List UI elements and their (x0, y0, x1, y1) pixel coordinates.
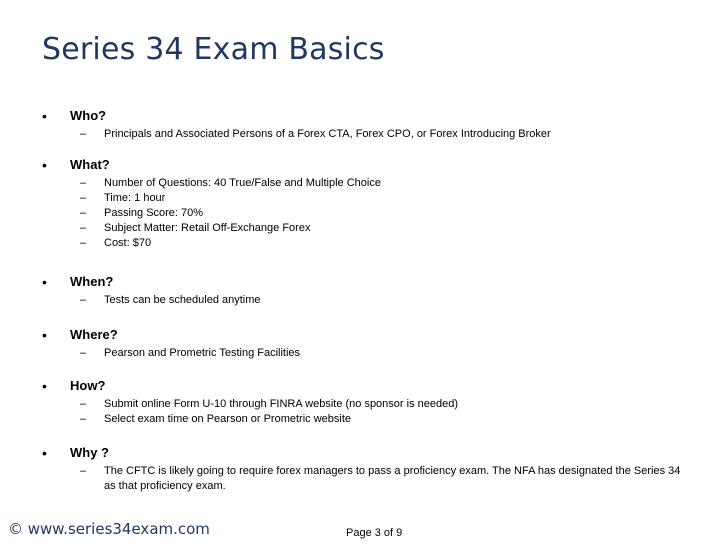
section-why (42, 444, 692, 494)
section-label: How? (70, 378, 106, 393)
list-item: – Select exam time on Pearson or Prometric website (80, 413, 351, 425)
dash-icon: – (80, 222, 87, 234)
section-label: When? (70, 274, 114, 289)
list-item: – Tests can be scheduled anytime (80, 294, 261, 306)
section-how (42, 377, 692, 427)
list-item: – Principals and Associated Persons of a Forex CTA, Forex CPO, or Forex Introducing Broker (80, 128, 551, 140)
list-item: – Subject Matter: Retail Off-Exchange Forex (80, 222, 311, 234)
list-item: – Pearson and Prometric Testing Facilities (80, 347, 301, 359)
section-label: Why ? (70, 445, 109, 460)
bullet-icon: • (42, 108, 47, 124)
dash-icon: – (80, 398, 87, 410)
bullet-icon: • (42, 274, 47, 290)
section-label: Who? (70, 108, 107, 123)
section-label: Where? (70, 327, 118, 342)
dash-icon: – (80, 207, 87, 219)
list-item: – The CFTC is likely going to require forex managers to pass a proficiency exam. The NFA has designated the Series 34 as that proficiency exam. (80, 465, 681, 492)
dash-icon: – (80, 177, 87, 189)
dash-icon: – (80, 465, 87, 477)
list-item: – Submit online Form U-10 through FINRA website (no sponsor is needed) (80, 398, 459, 410)
bullet-icon: • (42, 445, 47, 461)
section-who (42, 107, 692, 142)
footer-copyright: © www.series34exam.com (8, 520, 210, 538)
dash-icon: – (80, 347, 87, 359)
dash-icon: – (80, 237, 87, 249)
list-item: – Number of Questions: 40 True/False and Multiple Choice (80, 177, 381, 189)
section-label: What? (70, 157, 110, 172)
bullet-icon: • (42, 378, 47, 394)
bullet-icon: • (42, 327, 47, 343)
slide-title: Series 34 Exam Basics (42, 32, 385, 67)
list-item: – Passing Score: 70% (80, 207, 204, 219)
dash-icon: – (80, 294, 87, 306)
section-what (42, 156, 692, 251)
list-item: – Time: 1 hour (80, 192, 166, 204)
dash-icon: – (80, 128, 87, 140)
dash-icon: – (80, 192, 87, 204)
dash-icon: – (80, 413, 87, 425)
bullet-icon: • (42, 157, 47, 173)
footer-page-number: Page 3 of 9 (346, 527, 403, 539)
section-when (42, 273, 692, 308)
list-item: – Cost: $70 (80, 237, 152, 249)
section-where (42, 326, 692, 361)
